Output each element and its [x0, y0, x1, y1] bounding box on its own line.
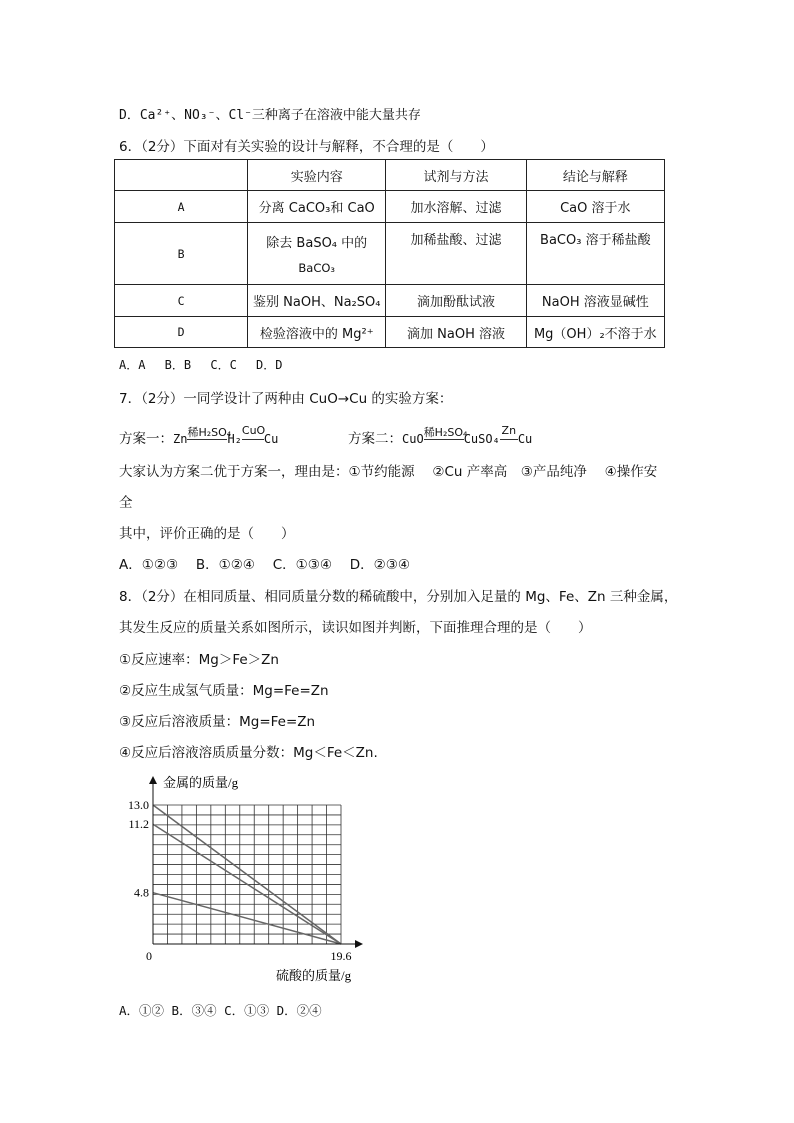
chart-axes [149, 776, 363, 948]
x-axis-title: 硫酸的质量/g [276, 968, 352, 983]
q7-reason-line1: 大家认为方案二优于方案一，理由是：①节约能源 ②Cu 产率高 ③产品纯净 ④操作安 [119, 464, 658, 480]
table-row [115, 223, 665, 285]
y-axis-title: 金属的质量/g [163, 775, 239, 790]
row-content: 鉴别 NaOH、Na₂SO₄ [248, 285, 386, 317]
row-conclusion: CaO 溶于水 [526, 191, 664, 223]
q5-option-d: D．Ca²⁺、NO₃⁻、Cl⁻三种离子在溶液中能大量共存 [119, 108, 421, 123]
row-label: D [115, 317, 248, 348]
x-tick-label: 19.6 [330, 949, 352, 963]
q7-options: A．①②③ B．①②④ C．①③④ D．②③④ [119, 557, 410, 573]
plan2-arrow1 [423, 426, 468, 445]
q6-stem: 6．（2分）下面对有关实验的设计与解释，不合理的是（ ） [119, 139, 494, 155]
row-content-cont: BaCO₃ [298, 261, 336, 275]
q8-options: A．①② B．③④ C．①③ D．②④ [119, 1003, 322, 1018]
row-content-cell [248, 223, 386, 285]
table-header-conclusion: 结论与解释 [526, 160, 664, 191]
plan2-arrow2 [500, 424, 518, 445]
row-label: B [115, 223, 248, 285]
arrow-line [187, 439, 227, 440]
plan1-arrow1 [187, 426, 232, 445]
row-label: A [115, 191, 248, 223]
plan1-label: 方案一： [119, 431, 173, 447]
q7-stem: 7．（2分）一同学设计了两种由 CuO→Cu 的实验方案： [119, 391, 453, 407]
q8-statement-2: ②反应生成氢气质量：Mg=Fe=Zn [119, 683, 329, 699]
plan2-start: CuO [402, 432, 424, 446]
table-header-blank [115, 160, 248, 191]
plan2-end: Cu [517, 432, 533, 446]
row-method: 加水溶解、过滤 [386, 191, 526, 223]
plan2-label: 方案二： [348, 431, 402, 447]
q7-reason-line2: 全 [119, 495, 133, 511]
table-header-content: 实验内容 [248, 160, 386, 191]
plan1-arrow2 [241, 424, 266, 445]
row-method: 加稀盐酸、过滤 [386, 223, 526, 285]
plan1-cond2: CuO [241, 424, 266, 437]
q8-stem-line1: 8．（2分）在相同质量、相同质量分数的稀硫酸中，分别加入足量的 Mg、Fe、Zn 三种金属， [119, 589, 678, 605]
series-line-4.8 [153, 893, 341, 944]
row-method: 滴加 NaOH 溶液 [386, 317, 526, 348]
table-row [115, 191, 665, 223]
table-header-method: 试剂与方法 [386, 160, 526, 191]
table-row [115, 285, 665, 317]
row-content: 检验溶液中的 Mg²⁺ [248, 317, 386, 348]
origin-label: 0 [146, 949, 152, 963]
row-content: 除去 BaSO₄ 中的 [266, 236, 368, 251]
q8-statement-4: ④反应后溶液溶质质量分数：Mg＜Fe＜Zn. [119, 745, 378, 761]
row-conclusion: Mg（OH）₂不溶于水 [526, 317, 664, 348]
q8-statement-3: ③反应后溶液质量：Mg=Fe=Zn [119, 714, 316, 730]
row-conclusion: BaCO₃ 溶于稀盐酸 [526, 223, 664, 285]
plan1-start: Zn [173, 432, 188, 446]
q7-plan1 [119, 424, 279, 447]
q7-question: 其中，评价正确的是（ ） [119, 526, 295, 542]
row-method: 滴加酚酞试液 [386, 285, 526, 317]
row-content: 分离 CaCO₃和 CaO [248, 191, 386, 223]
y-axis-arrow [149, 776, 157, 784]
plan2-mid: CuSO₄ [463, 432, 500, 446]
plan2-cond2: Zn [501, 424, 517, 437]
row-conclusion: NaOH 溶液显碱性 [526, 285, 664, 317]
table-header-row [115, 160, 665, 191]
q6-options: A．A B．B C．C D．D [119, 358, 283, 372]
q8-statement-1: ①反应速率：Mg＞Fe＞Zn [119, 652, 279, 668]
plan2-cond1: 稀H₂SO₄ [423, 426, 468, 439]
row-label: C [115, 285, 248, 317]
y-tick-label: 4.8 [134, 885, 149, 900]
plan1-cond1: 稀H₂SO₄ [187, 426, 232, 439]
plan1-end: Cu [263, 432, 279, 446]
q8-stem-line2: 其发生反应的质量关系如图所示，读识如图并判断，下面推理合理的是（ ） [119, 620, 592, 636]
x-axis-arrow [355, 940, 363, 948]
y-tick-label: 13.0 [128, 798, 149, 812]
q6-table [114, 159, 665, 348]
arrow-line [424, 439, 464, 440]
mass-chart [110, 770, 380, 990]
y-tick-label: 11.2 [128, 817, 149, 832]
arrow-line [242, 439, 264, 440]
arrow-line [500, 439, 518, 440]
plan1-mid: H₂ [227, 432, 242, 446]
table-row [115, 317, 665, 348]
q7-plan2 [348, 424, 533, 447]
